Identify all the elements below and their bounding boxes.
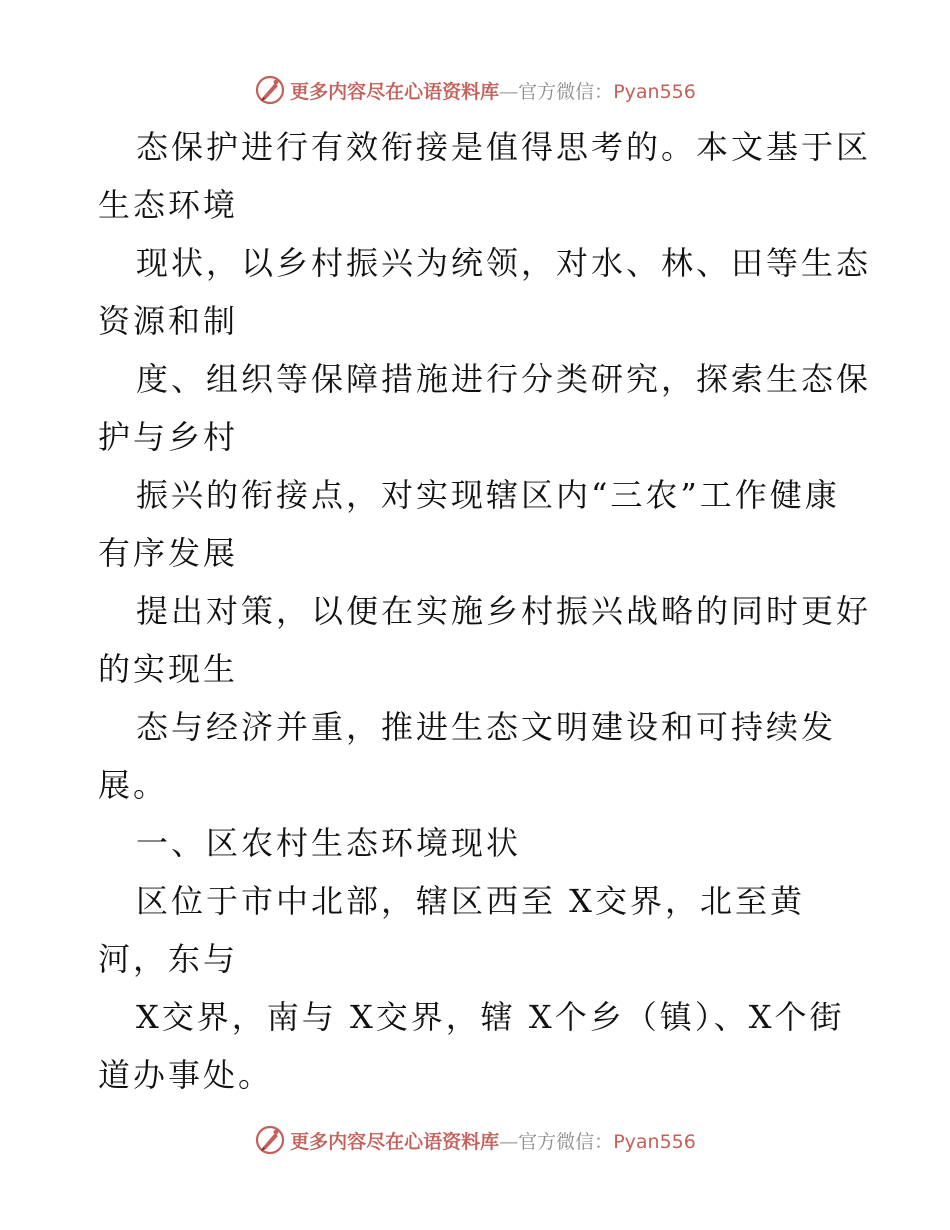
body-line: 的实现生 <box>98 650 239 688</box>
footer-banner-id: Pyan556 <box>613 1130 696 1153</box>
body-line: 有序发展 <box>98 534 239 572</box>
header-banner-main: 更多内容尽在心语资料库 <box>290 80 500 103</box>
header-banner-label: 官方微信： <box>518 80 614 103</box>
document-body <box>98 118 872 1104</box>
body-line: 振兴的衔接点，对实现辖区内“三农”工作健康 <box>136 476 840 514</box>
body-line: 态与经济并重，推进生态文明建设和可持续发 <box>136 708 837 746</box>
body-line: 度、组织等保障措施进行分类研究，探索生态保 <box>136 360 872 398</box>
footer-banner-text <box>290 1127 696 1154</box>
body-line: 资源和制 <box>98 302 239 340</box>
body-line: 提出对策，以便在实施乡村振兴战略的同时更好 <box>136 592 872 630</box>
section-heading: 一、区农村生态环境现状 <box>136 824 522 862</box>
header-banner-id: Pyan556 <box>613 80 696 103</box>
body-line: 态保护进行有效衔接是值得思考的。本文基于区 <box>136 128 872 166</box>
footer-banner <box>0 1120 950 1160</box>
pen-logo-icon <box>254 74 286 106</box>
footer-banner-main: 更多内容尽在心语资料库 <box>290 1130 500 1153</box>
body-line: 河，东与 <box>98 940 239 978</box>
footer-banner-sep: — <box>499 1130 519 1153</box>
body-line: 道办事处。 <box>98 1056 274 1094</box>
header-banner <box>0 70 950 110</box>
header-banner-sep: — <box>499 80 519 103</box>
body-line: 护与乡村 <box>98 418 239 456</box>
body-line: 区位于市中北部，辖区西至 X交界，北至黄 <box>136 882 805 920</box>
pen-logo-icon <box>254 1124 286 1156</box>
body-line: 现状，以乡村振兴为统领，对水、林、田等生态 <box>136 244 872 282</box>
header-banner-text <box>290 77 696 104</box>
footer-banner-label: 官方微信： <box>518 1130 614 1153</box>
body-line: 生态环境 <box>98 186 239 224</box>
body-line: X交界，南与 X交界，辖 X个乡（镇）、X个街 <box>136 998 845 1036</box>
body-line: 展。 <box>98 766 169 804</box>
